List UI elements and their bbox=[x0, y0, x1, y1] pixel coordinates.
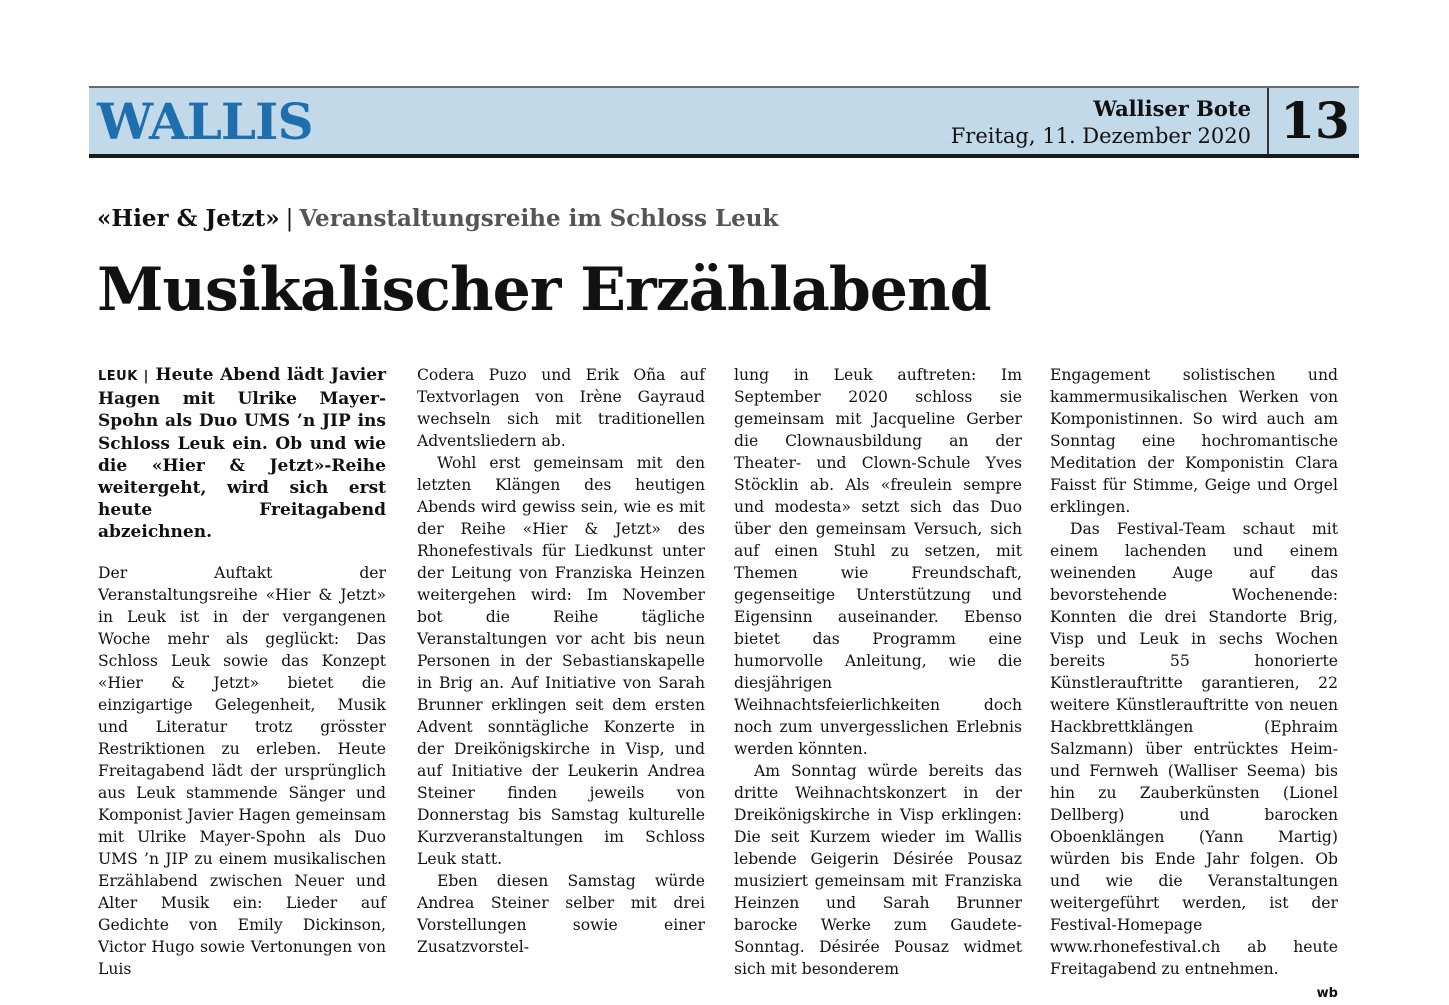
article-column-2 bbox=[417, 364, 705, 958]
newspaper-name: Walliser Bote bbox=[1093, 96, 1251, 121]
article-column-4 bbox=[1050, 364, 1338, 1005]
kicker-main: «Hier & Jetzt» bbox=[97, 205, 280, 232]
dateline: LEUK | bbox=[98, 369, 149, 384]
article-lead bbox=[98, 364, 386, 544]
section-title: WALLIS bbox=[97, 92, 313, 151]
issue-date: Freitag, 11. Dezember 2020 bbox=[950, 124, 1251, 148]
page-header bbox=[89, 86, 1359, 158]
article-kicker bbox=[97, 204, 778, 234]
article-column-1 bbox=[98, 364, 386, 980]
page-number: 13 bbox=[1280, 91, 1350, 150]
header-divider bbox=[1267, 88, 1269, 154]
kicker-separator: | bbox=[285, 206, 294, 232]
paragraph: Wohl erst gemeinsam mit den letzten Klängen des heutigen Abends wird gewiss sein, wie es mit der Reihe «Hier & Jetzt» des Rhonefestivals für Liedkunst unter der Leitung von Franziska Heinzen weitergehen wird: Im November bot die Reihe tägliche Veranstaltungen vor acht bis neun Personen in der Sebastianskapelle in Brig an. Auf Initiative von Sarah Brunner erklingen seit dem ersten Advent sonntägliche Konzerte in der Dreikönigskirche in Visp, und auf Initiative der Leukerin Andrea Steiner finden jeweils von Donnerstag bis Samstag kulturelle Kurzveranstaltungen im Schloss Leuk statt. bbox=[417, 454, 705, 868]
paragraph: lung in Leuk auftreten: Im September 2020 schloss sie gemeinsam mit Jacqueline Gerber die Clownausbildung an der Theater- und Clown-Schule Yves Stöcklin ab. Als «freulein sempre und modesta» setzt sich das Duo über den gemeinsam Versuch, sich auf einen Stuhl zu setzen, mit Themen wie Freundschaft, gegenseitige Unterstützung und Eigensinn auseinander. Ebenso bietet das Programm eine humorvolle Anleitung, wie die diesjährigen Weihnachtsfeierlichkeiten doch noch zum unvergesslichen Erlebnis werden könnten. bbox=[734, 366, 1022, 758]
article-column-3 bbox=[734, 364, 1022, 980]
author-signature: wb bbox=[1316, 986, 1338, 1001]
paragraph: Eben diesen Samstag würde Andrea Steiner selber mit drei Vorstellungen sowie einer Zusatzvorstel- bbox=[417, 872, 705, 956]
article-headline: Musikalischer Erzählabend bbox=[97, 255, 991, 325]
paragraph: Der Auftakt der Veranstaltungsreihe «Hier & Jetzt» in Leuk ist in der vergangenen Woche mehr als geglückt: Das Schloss Leuk sowie das Konzept «Hier & Jetzt» bietet die einzigartige Gelegenheit, Musik und Literatur trotz grösster Restriktionen zu erleben. Heute Freitagabend lädt der ursprünglich aus Leuk stammende Sänger und Komponist Javier Hagen gemeinsam mit Ulrike Mayer-Spohn als Duo UMS ’n JIP zu einem musikalischen Erzählabend zwischen Neuer und Alter Musik ein: Lieder auf Gedichte von Emily Dickinson, Victor Hugo sowie Vertonungen von Luis bbox=[98, 563, 386, 978]
paragraph: Das Festival-Team schaut mit einem lachenden und einem weinenden Auge auf das bevorstehende Wochenende: Konnten die drei Standorte Brig, Visp und Leuk in sechs Wochen bereits 55 honorierte Künstlerauftritte garantieren, 22 weitere Künstlerauftritte von neuen Hackbrettklängen (Ephraim Salzmann) über entrücktes Heim- und Fernweh (Walliser Seema) bis hin zu Zauberkünsten (Lionel Dellberg) und barocken Oboenklängen (Yann Martig) würden bis Ende Jahr folgen. Ob und wie die Veranstaltungen weitergeführt werden, ist der Festival-Homepage www.rhonefestival.ch ab heute Freitagabend zu entnehmen. bbox=[1050, 520, 1338, 978]
kicker-sub: Veranstaltungsreihe im Schloss Leuk bbox=[299, 205, 779, 232]
paragraph: Codera Puzo und Erik Oña auf Textvorlagen von Irène Gayraud wechseln sich mit traditionellen Adventsliedern ab. bbox=[417, 366, 705, 450]
paragraph: Engagement solistischen und kammermusikalischen Werken von Komponistinnen. So wird auch am Sonntag eine hochromantische Meditation der Komponistin Clara Faisst für Stimme, Geige und Orgel erklingen. bbox=[1050, 366, 1338, 516]
lead-text: Heute Abend lädt Javier Hagen mit Ulrike Mayer-Spohn als Duo UMS ’n JIP ins Schloss Leuk ein. Ob und wie die «Hier & Jetzt»-Reihe weitergeht, wird sich erst heute Freitagabend abzeichnen. bbox=[98, 365, 386, 543]
paragraph: Am Sonntag würde bereits das dritte Weihnachtskonzert in der Dreikönigskirche in Visp erklingen: Die seit Kurzem wieder im Wallis lebende Geigerin Désirée Pousaz musiziert gemeinsam mit Franziska Heinzen und Sarah Brunner barocke Werke zum Gaudete-Sonntag. Désirée Pousaz widmet sich mit besonderem bbox=[734, 762, 1022, 978]
